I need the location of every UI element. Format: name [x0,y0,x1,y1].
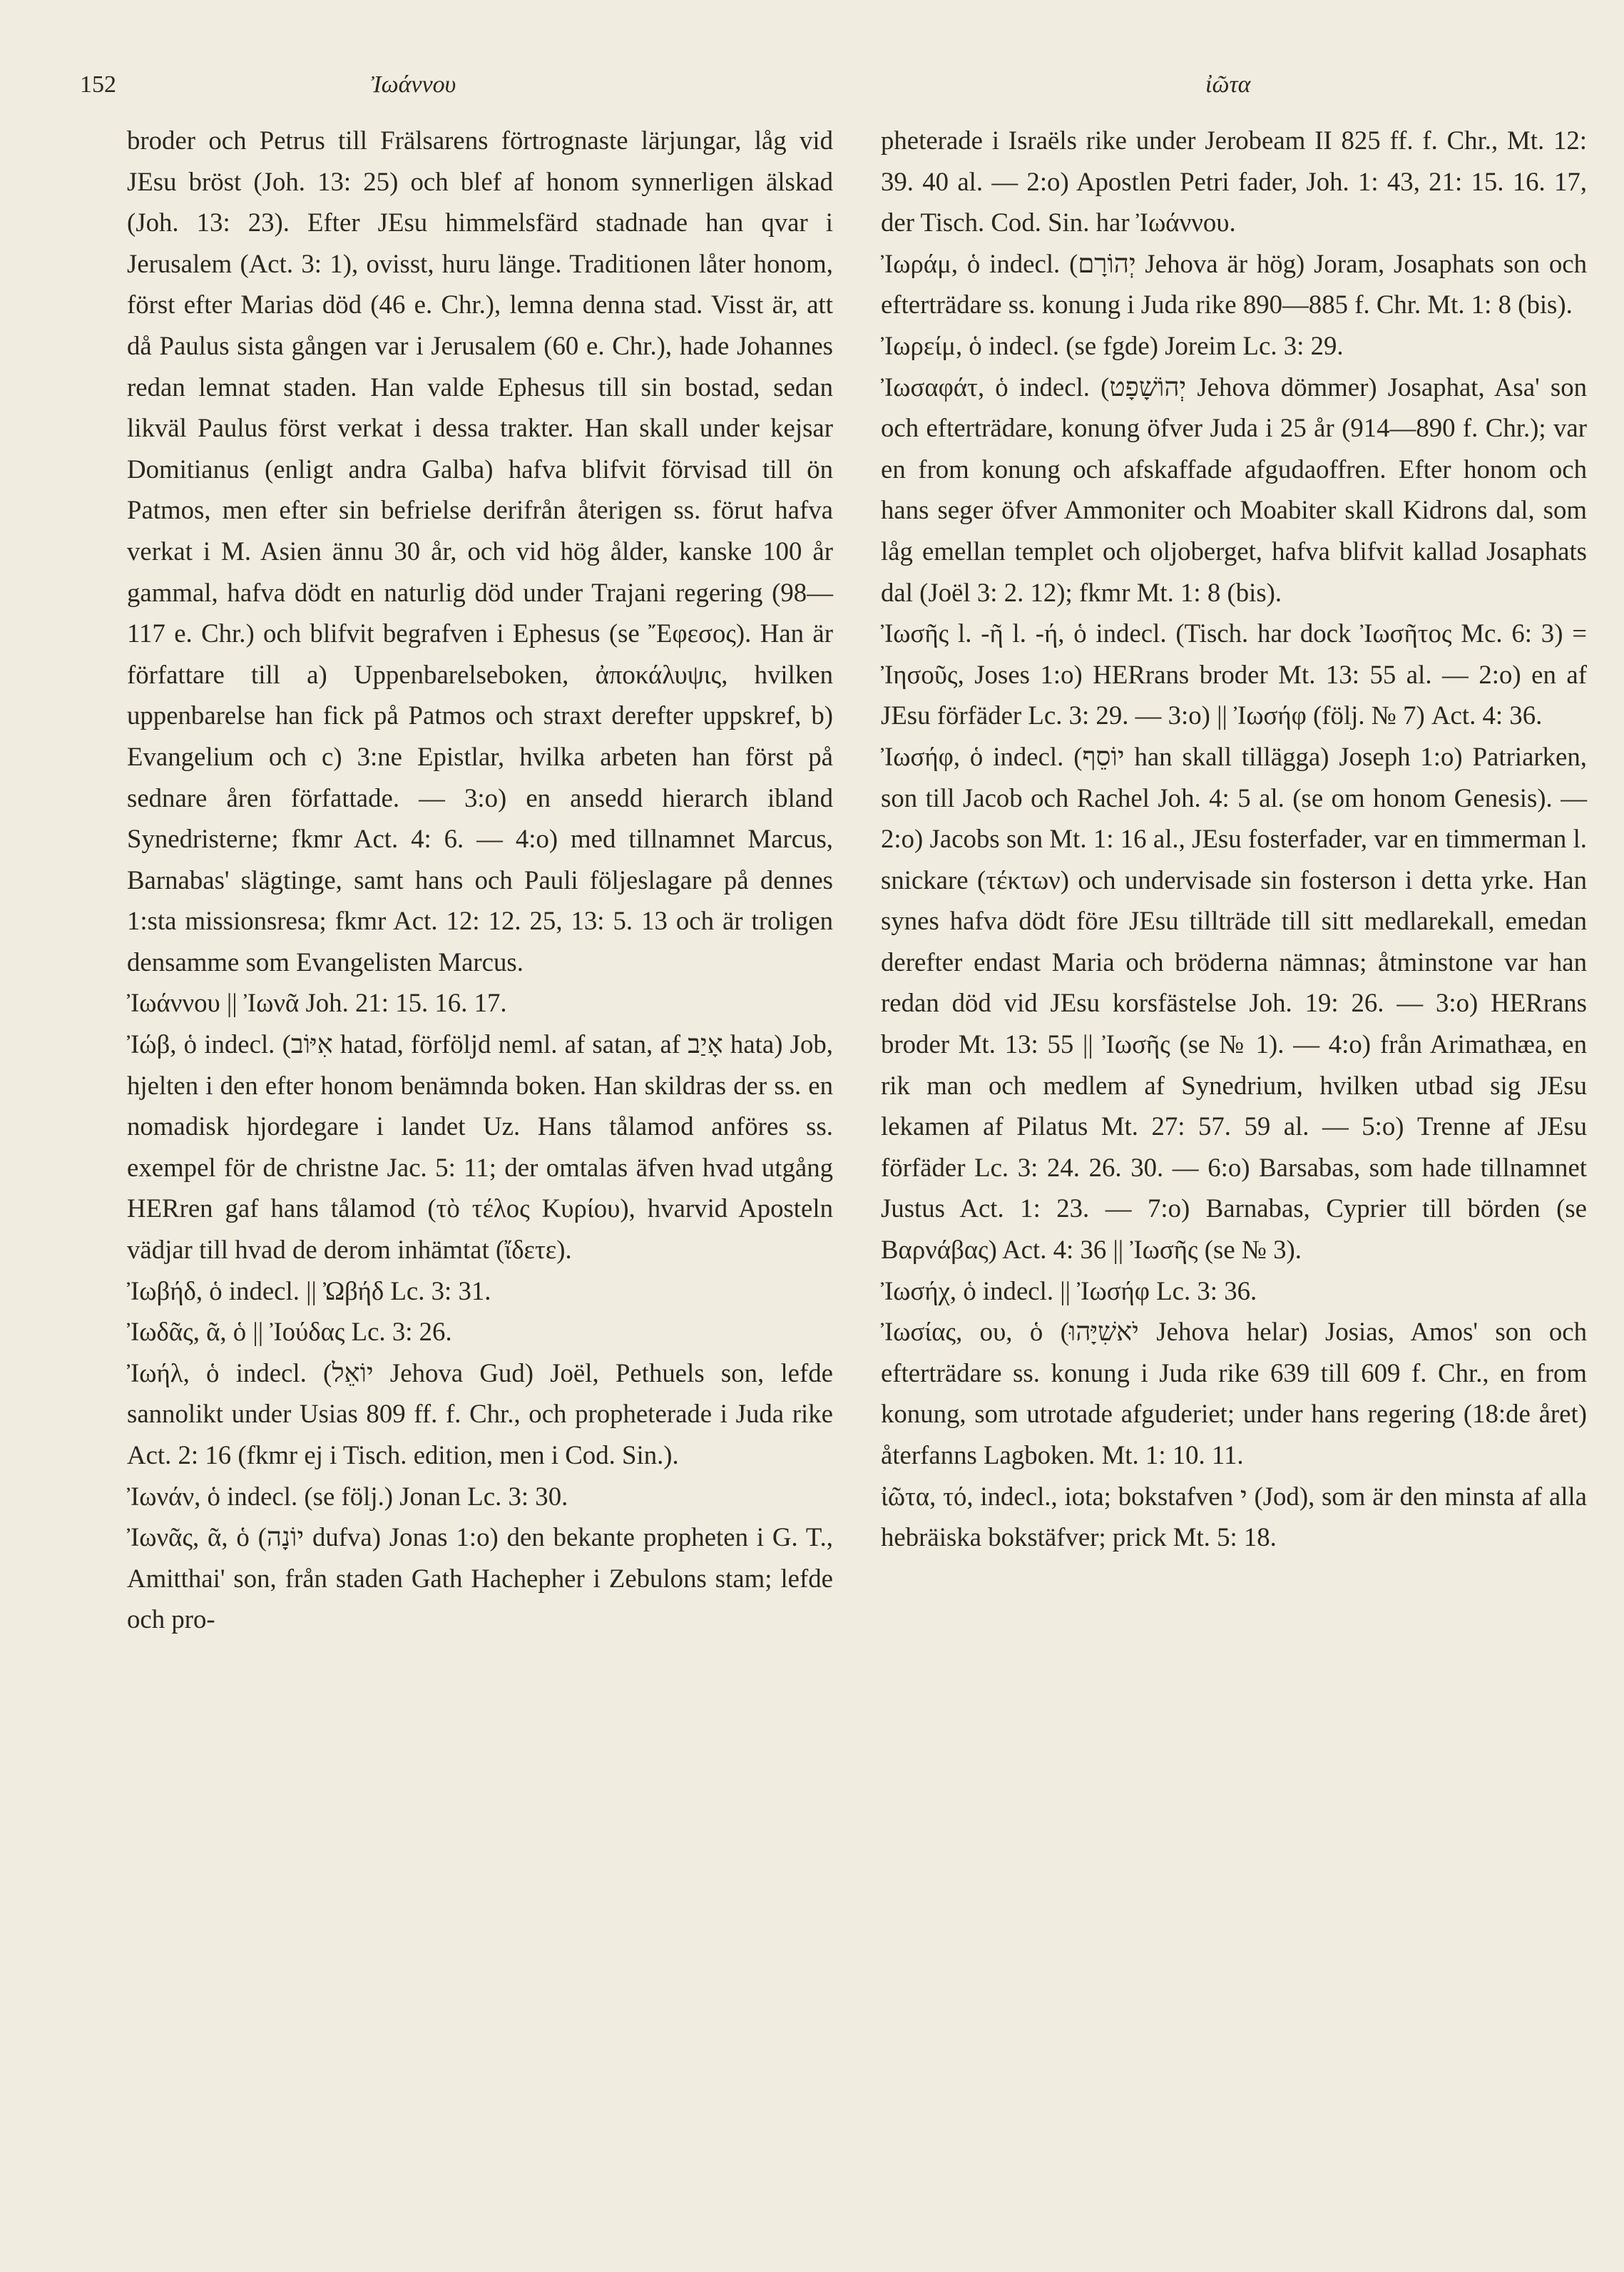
entry-iobed: Ἰωβήδ, ὁ indecl. || Ὠβήδ Lc. 3: 31. [127,1275,491,1305]
right-column [881,120,1587,1558]
left-column [127,120,833,1640]
entry-ionas-continuation: pheterade i Israëls rike under Jerobeam II 825 ff. f. Chr., Mt. 12: 39. 40 al. — 2:o) Apostlen Petri fader, Joh. 1: 43, 21: 15. 16. 17, der Tisch. Cod. Sin. har Ἰωάννου. [881,126,1587,238]
entry-ioreim: Ἰωρείμ, ὁ indecl. (se fgde) Joreim Lc. 3: 29. [881,330,1344,360]
headword-left: Ἰωάννου [371,71,456,98]
entry-iosech: Ἰωσήχ, ὁ indecl. || Ἰωσήφ Lc. 3: 36. [881,1275,1257,1305]
running-head [0,71,1624,107]
entry-ioannou: Ἰωάννου || Ἰωνᾶ Joh. 21: 15. 16. 17. [127,988,507,1018]
page-number: 152 [80,71,116,98]
entry-continuation: broder och Petrus till Frälsarens förtrognaste lärjungar, låg vid JEsu bröst (Joh. 13: 25) och blef af honom synnerligen älskad (Joh. 13: 23). Efter JEsu himmelsfärd stadnade han qvar i Jerusalem (Act. 3: 1), ovisst, huru länge. Traditionen låter honom, först efter Marias död (46 e. Chr.), lemna denna stad. Visst är, att då Paulus sista gången var i Jerusalem (60 e. Chr.), hade Johannes redan lemnat staden. Han valde Ephesus till sin bostad, sedan likväl Paulus först verkat i dessa trakter. Han skall under kejsar Domitianus (enligt andra Galba) hafva blifvit förvisad till ön Patmos, men efter sin befrielse derifrån återigen ss. förut hafva verkat i M. Asien ännu 30 år, och vid hög ålder, kanske 100 år gammal, hafva dödt en naturlig död under Trajani regering (98—117 e. Chr.) och blifvit begrafven i Ephesus (se Ἔφεσος). Han är författare till a) Uppenbarelseboken, ἀποκάλυψις, hvilken uppenbarelse han fick på Patmos och straxt derefter uppskref, b) Evangelium och c) 3:ne Epistlar, hvilka arbeten han först på sednare åren författade. — 3:o) en ansedd hierarch ibland Synedristerne; fkmr Act. 4: 6. — 4:o) med tillnamnet Marcus, Barnabas' slägtinge, samt hans och Pauli följeslagare på dennes 1:sta missionsresa; fkmr Act. 12: 12. 25, 13: 5. 13 och är troligen densamme som Evangelisten Marcus. [127,126,833,977]
entry-ionas: Ἰωνᾶς, ᾶ, ὁ (יוֹנָה dufva) Jonas 1:o) den bekante propheten i G. T., Amitthai' son, från staden Gath Hachepher i Zebulons stam; lefde och pro- [127,1522,834,1634]
entry-iob: Ἰώβ, ὁ indecl. (אִיּוֹב hatad, förföljd neml. af satan, af אָיַב hata) Job, hjelten i den efter honom benämnda boken. Han skildras der ss. en nomadisk hjordegare i landet Uz. Hans tålamod anföres ss. exempel för de christne Jac. 5: 11; der omtalas äfven hvad utgång HERren gaf hans tålamod (τὸ τέλος Κυρίου), hvarvid Aposteln vädjar till hvad de derom inhämtat (ἴδετε). [127,1029,833,1265]
entry-ioram: Ἰωράμ, ὁ indecl. (יְהוֹרָם Jehova är hög) Joram, Josaphats son och efterträdare ss. konung i Juda rike 890—885 f. Chr. Mt. 1: 8 (bis). [881,248,1587,320]
entry-ioel: Ἰωήλ, ὁ indecl. (יוֹאֵל Jehova Gud) Joël, Pethuels son, lefde sannolikt under Usias 809 ff. f. Chr., och propheterade i Juda rike Act. 2: 16 (fkmr ej i Tisch. edition, men i Cod. Sin.). [127,1357,833,1469]
entry-ioses: Ἰωσῆς l. -ῆ l. -ή, ὁ indecl. (Tisch. har dock Ἰωσῆτος Mc. 6: 3) = Ἰησοῦς, Joses 1:o) HERrans broder Mt. 13: 55 al. — 2:o) en af JEsu förfäder Lc. 3: 29. — 3:o) || Ἰωσήφ (följ. № 7) Act. 4: 36. [881,618,1587,730]
headword-right: ἰῶτα [1205,71,1251,98]
entry-iota: ἰῶτα, τό, indecl., iota; bokstafven י (Jod), som är den minsta af alla hebräiska bokstäfver; prick Mt. 5: 18. [881,1481,1587,1552]
entry-iosias: Ἰωσίας, ου, ὁ (יֹאשִׁיָּהוּ Jehova helar) Josias, Amos' son och efterträdare ss. konung i Juda rike 639 till 609 f. Chr., en from konung, som utrotade afguderiet; under hans regering (18:de året) återfanns Lagboken. Mt. 1: 10. 11. [881,1317,1588,1469]
entry-iosaphat: Ἰωσαφάτ, ὁ indecl. (יְהוֹשָׁפָט Jehova dömmer) Josaphat, Asa' son och efterträdare, konung öfver Juda i 25 år (914—890 f. Chr.); var en from konung och afskaffade afgudaoffren. Efter honom och hans seger öfver Ammoniter och Moabiter skall Kidrons dal, som låg emellan templet och oljoberget, hafva blifvit kallad Josaphats dal (Joël 3: 2. 12); fkmr Mt. 1: 8 (bis). [881,372,1588,607]
entry-ionan: Ἰωνάν, ὁ indecl. (se följ.) Jonan Lc. 3: 30. [127,1481,568,1511]
entry-ioseph: Ἰωσήφ, ὁ indecl. (יוֹסֵף han skall tillägga) Joseph 1:o) Patriarken, son till Jacob och Rachel Joh. 4: 5 al. (se om honom Genesis). — 2:o) Jacobs son Mt. 1: 16 al., JEsu fosterfader, var en timmerman l. snickare (τέκτων) och undervisade sin fosterson i detta yrke. Han synes hafva dödt före JEsu tillträde till sitt medlarekall, emedan derefter endast Maria och bröderna nämnas; åtminstone var han redan död vid JEsu korsfästelse Joh. 19: 26. — 3:o) HERrans broder Mt. 13: 55 || Ἰωσῆς (se № 1). — 4:o) från Arimathæa, en rik man och medlem af Synedrium, hvilken utbad sig JEsu lekamen af Pilatus Mt. 27: 57. 59 al. — 5:o) Trenne af JEsu förfäder Lc. 3: 24. 26. 30. — 6:o) Barsabas, som hade tillnamnet Justus Act. 1: 23. — 7:o) Barnabas, Cyprier till börden (se Βαρνάβας) Act. 4: 36 || Ἰωσῆς (se № 3). [881,741,1587,1265]
entry-iodas: Ἰωδᾶς, ᾶ, ὁ || Ἰούδας Lc. 3: 26. [127,1317,452,1347]
